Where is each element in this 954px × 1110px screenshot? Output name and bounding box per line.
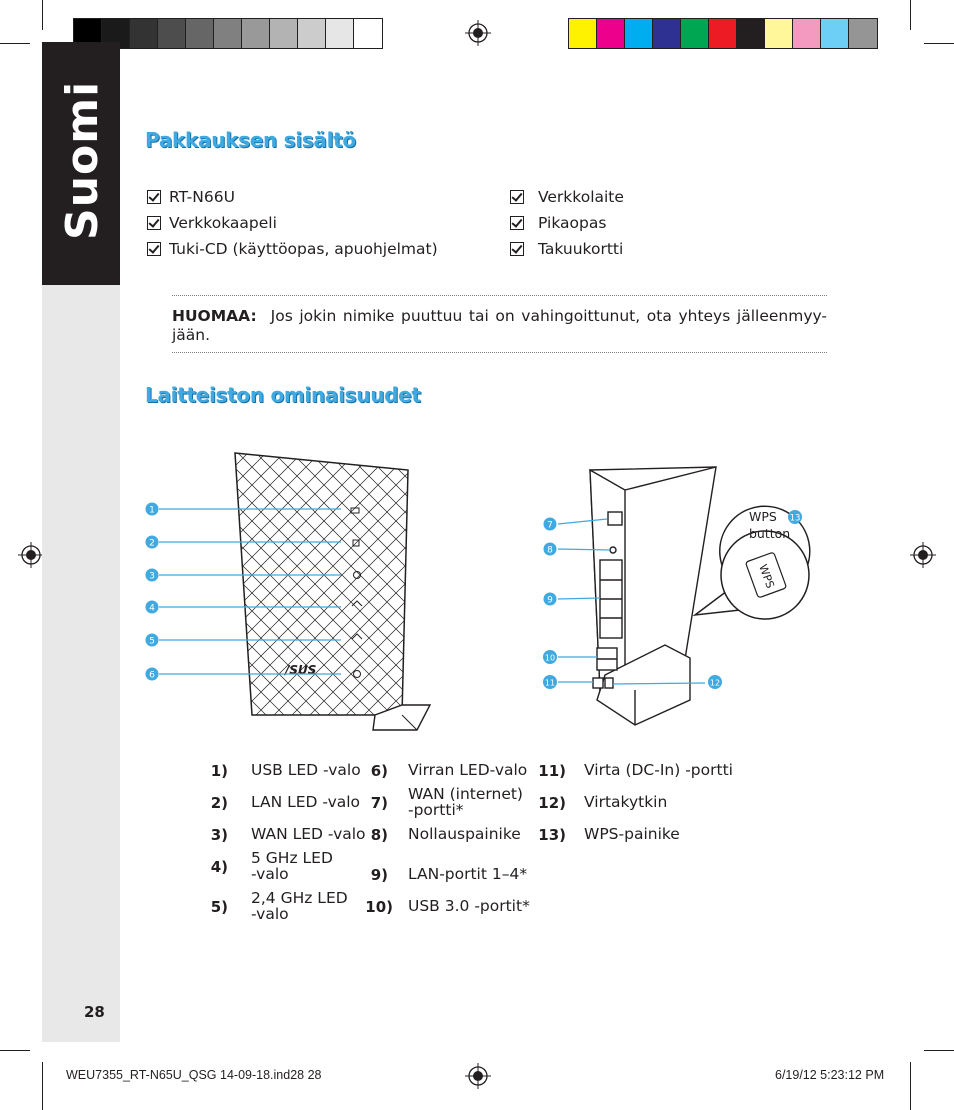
checkbox-checked-icon <box>510 216 524 230</box>
note-label: HUOMAA: <box>172 307 257 325</box>
spec-label: WAN LED -valo <box>251 825 366 843</box>
color-swatch <box>653 19 681 48</box>
crop-mark <box>42 0 43 30</box>
registration-mark-icon <box>465 1063 491 1089</box>
spec-number: 12) <box>538 794 566 812</box>
checkbox-checked-icon <box>510 242 524 256</box>
callout-number: 5 <box>149 636 155 647</box>
wan-port-icon <box>608 512 622 525</box>
reset-button-icon <box>610 547 616 553</box>
note-text: Jos jokin nimike puuttuu tai on vahingoittunut, ota yhteys jälleenmyy-jään. <box>172 307 827 344</box>
process-color-bar <box>568 18 878 49</box>
page-number: 28 <box>84 1003 105 1021</box>
callout-number: 12 <box>709 678 721 688</box>
callout-number: 1 <box>149 505 155 516</box>
note-divider <box>172 352 827 353</box>
callout-number: 6 <box>149 670 155 681</box>
spec-number: 13) <box>538 826 566 844</box>
spec-label: WAN (internet) -portti* <box>408 785 523 819</box>
spec-number: 3) <box>210 826 228 844</box>
language-tab-label: Suomi <box>57 80 108 240</box>
spec-label: LAN LED -valo <box>251 793 361 811</box>
crop-mark <box>0 43 30 44</box>
spec-number: 5) <box>210 898 228 916</box>
spec-number: 2) <box>210 794 228 812</box>
color-swatch <box>709 19 737 48</box>
hardware-features-title: Laitteiston ominaisuudet <box>145 383 421 407</box>
spec-number: 7) <box>370 794 388 812</box>
callout-number: 3 <box>149 571 155 582</box>
dc-in-port-icon <box>593 678 603 688</box>
note-divider <box>172 295 827 296</box>
spec-number: 4) <box>210 858 228 876</box>
spec-number: 1) <box>210 762 228 780</box>
spec-label: Virran LED-valo <box>408 761 528 779</box>
color-swatch <box>793 19 821 48</box>
package-item: Takuukortti <box>510 240 623 258</box>
registration-mark-icon <box>18 542 44 568</box>
spec-number: 10) <box>365 898 393 916</box>
crop-mark <box>924 1050 954 1051</box>
package-item: Tuki-CD (käyttöopas, apuohjelmat) <box>147 240 438 258</box>
spec-label: WPS-painike <box>584 825 680 843</box>
color-swatch <box>354 19 382 48</box>
front-callouts <box>146 503 159 681</box>
color-swatch <box>569 19 597 48</box>
color-swatch <box>214 19 242 48</box>
spec-number: 9) <box>370 866 388 884</box>
color-swatch <box>625 19 653 48</box>
spec-label: Virtakytkin <box>584 793 668 811</box>
package-item: RT-N66U <box>147 188 235 206</box>
callout-number: 8 <box>547 545 553 556</box>
color-swatch <box>681 19 709 48</box>
color-swatch <box>849 19 877 48</box>
note <box>172 307 827 345</box>
callout-number: 13 <box>789 513 801 524</box>
router-rear-view <box>590 467 716 725</box>
registration-mark-icon <box>465 20 491 46</box>
callout-number: 2 <box>149 538 155 549</box>
power-switch-icon <box>605 678 613 688</box>
spec-number: 11) <box>538 762 566 780</box>
asus-logo: /SUS <box>285 663 317 677</box>
color-swatch <box>326 19 354 48</box>
color-swatch <box>130 19 158 48</box>
footer-file-info: WEU7355_RT-N65U_QSG 14-09-18.ind28 28 <box>66 1068 322 1082</box>
color-swatch <box>242 19 270 48</box>
color-swatch <box>158 19 186 48</box>
callout-number: 10 <box>544 653 556 663</box>
spec-number: 8) <box>370 826 388 844</box>
package-contents-title: Pakkauksen sisältö <box>145 128 356 152</box>
color-swatch <box>821 19 849 48</box>
package-item: Pikaopas <box>510 214 606 232</box>
checkbox-checked-icon <box>510 190 524 204</box>
wps-button-text: WPS <box>756 562 777 591</box>
package-item: Verkkokaapeli <box>147 214 277 232</box>
spec-label: 2,4 GHz LED -valo <box>251 889 348 923</box>
color-swatch <box>270 19 298 48</box>
color-swatch <box>765 19 793 48</box>
color-swatch <box>737 19 765 48</box>
footer-timestamp: 6/19/12 5:23:12 PM <box>775 1068 885 1082</box>
crop-mark <box>924 43 954 44</box>
callout-number: 9 <box>547 595 553 606</box>
spec-label: 5 GHz LED -valo <box>251 849 333 883</box>
registration-mark-icon <box>910 542 936 568</box>
crop-mark <box>42 1062 43 1110</box>
checkbox-checked-icon <box>147 216 161 230</box>
router-front-view <box>225 450 430 730</box>
spec-number: 6) <box>370 762 388 780</box>
package-item: Verkkolaite <box>510 188 624 206</box>
callout-number: 7 <box>547 520 553 531</box>
checkbox-checked-icon <box>147 242 161 256</box>
wps-button-caption: button <box>749 526 791 541</box>
checkbox-checked-icon <box>147 190 161 204</box>
color-swatch <box>597 19 625 48</box>
spec-label: Nollauspainike <box>408 825 521 843</box>
crop-mark <box>0 1050 30 1051</box>
spec-label: Virta (DC-In) -portti <box>584 761 733 779</box>
spec-label: USB LED -valo <box>251 761 361 779</box>
spec-label: LAN-portit 1–4* <box>408 865 528 883</box>
spec-label: USB 3.0 -portit* <box>408 897 530 915</box>
router-illustration <box>135 440 825 740</box>
crop-mark <box>910 0 911 30</box>
callout-number: 4 <box>149 603 155 614</box>
color-swatch <box>186 19 214 48</box>
crop-mark <box>910 1062 911 1110</box>
callout-number: 11 <box>544 678 556 688</box>
color-swatch <box>298 19 326 48</box>
wps-button-caption: WPS <box>749 509 777 524</box>
